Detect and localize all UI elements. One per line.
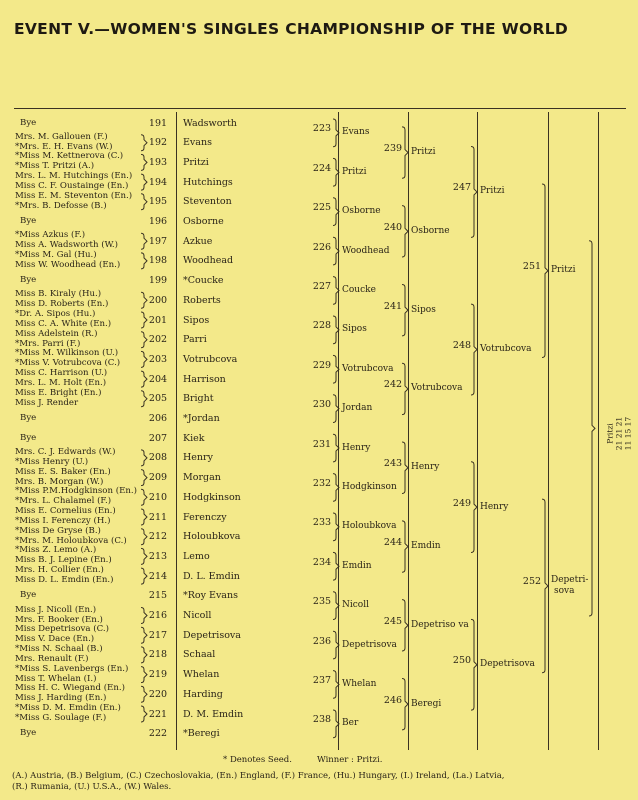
player-name: Mrs. B. Morgan (W.) bbox=[15, 476, 104, 487]
player-name: Miss W. Woodhead (En.) bbox=[15, 259, 121, 270]
player-name: *Mrs. Parri (F.) bbox=[15, 338, 81, 349]
player-name: Miss J. Harding (En.) bbox=[15, 693, 107, 704]
match-number: 207 bbox=[148, 432, 168, 444]
seed-note: * Denotes Seed. bbox=[223, 755, 292, 765]
player-name: *Miss M. Kettnerova (C.) bbox=[15, 151, 124, 162]
match-number: 192 bbox=[148, 137, 168, 149]
final-winner: Pritzi bbox=[605, 423, 615, 445]
match-winner: Pritzi bbox=[480, 186, 505, 197]
player-name: Miss E. M. Steventon (En.) bbox=[15, 190, 133, 201]
match-number: 231 bbox=[312, 438, 332, 450]
match-winner: Evans bbox=[342, 127, 370, 138]
match-winner: *Coucke bbox=[183, 275, 224, 287]
bye-label: Bye bbox=[20, 728, 37, 739]
match-number: 230 bbox=[312, 399, 332, 411]
bye-label: Bye bbox=[20, 216, 37, 226]
match-number: 249 bbox=[452, 497, 472, 509]
player-name: *Miss M. Wilkinson (U.) bbox=[15, 348, 119, 359]
match-number: 235 bbox=[312, 596, 332, 608]
match-winner: Evans bbox=[183, 137, 212, 149]
player-name: Miss T. Whelan (I.) bbox=[15, 673, 97, 684]
match-number: 251 bbox=[522, 261, 542, 273]
player-name: Miss E. Cornelius (En.) bbox=[15, 506, 116, 516]
match-winner: Roberts bbox=[183, 294, 221, 306]
player-name: *Miss I. Ferenczy (H.) bbox=[15, 516, 111, 526]
player-name: *Miss S. Lavenbergs (En.) bbox=[15, 663, 129, 674]
match-winner: Woodhead bbox=[342, 245, 390, 256]
match-number: 195 bbox=[148, 196, 168, 208]
match-number: 237 bbox=[312, 674, 332, 686]
match-winner: Votrubcova bbox=[480, 344, 532, 355]
bye-label: Bye bbox=[20, 590, 37, 601]
match-winner: Sipos bbox=[342, 324, 367, 335]
match-number: 218 bbox=[148, 649, 168, 661]
bye-label: Bye bbox=[20, 117, 37, 128]
match-winner: Depetrisova bbox=[342, 639, 397, 650]
bye-label: Bye bbox=[20, 432, 37, 443]
match-winner: D. L. Emdin bbox=[183, 570, 240, 582]
match-winner: Bright bbox=[183, 393, 214, 405]
match-number: 225 bbox=[312, 202, 332, 214]
match-winner: Osborne bbox=[183, 216, 224, 227]
winner-note: Winner : Pritzi. bbox=[317, 755, 383, 765]
match-number: 232 bbox=[312, 477, 332, 489]
match-winner: D. M. Emdin bbox=[183, 708, 244, 720]
final-score: 21 21 21 bbox=[614, 417, 624, 451]
match-winner: Jordan bbox=[342, 403, 373, 414]
match-number: 193 bbox=[148, 156, 168, 168]
match-number: 228 bbox=[312, 320, 332, 332]
player-name: *Miss N. Schaal (B.) bbox=[15, 643, 103, 654]
match-winner: Steventon bbox=[183, 196, 232, 208]
player-name: Miss B. Kiraly (Hu.) bbox=[15, 289, 102, 300]
player-name: Miss J. Render bbox=[15, 397, 79, 408]
player-name: *Miss V. Votrubcova (C.) bbox=[15, 358, 121, 369]
match-winner: Holoubkova bbox=[183, 531, 241, 543]
match-number: 245 bbox=[383, 615, 403, 627]
match-winner: Votrubcova bbox=[411, 383, 463, 394]
player-name: *Miss M. Gal (Hu.) bbox=[15, 249, 97, 260]
match-winner: Osborne bbox=[342, 206, 381, 217]
match-number: 238 bbox=[312, 714, 332, 726]
match-number: 250 bbox=[452, 655, 472, 667]
match-winner: Woodhead bbox=[183, 255, 234, 267]
match-winner: Votrubcova bbox=[342, 363, 394, 374]
match-winner: *Roy Evans bbox=[183, 590, 238, 602]
match-number: 222 bbox=[148, 728, 168, 740]
match-number: 242 bbox=[383, 379, 403, 391]
match-winner: Sipos bbox=[183, 314, 210, 326]
player-name: Mrs. L. M. Hutchings (En.) bbox=[15, 171, 133, 182]
match-number: 208 bbox=[148, 452, 168, 464]
match-winner: Parri bbox=[183, 334, 207, 346]
match-number: 213 bbox=[148, 550, 168, 562]
match-winner: sova bbox=[554, 586, 575, 597]
match-number: 224 bbox=[312, 162, 332, 174]
match-winner: Pritzi bbox=[342, 166, 367, 177]
match-winner: Henry bbox=[480, 501, 509, 512]
match-number: 205 bbox=[148, 393, 168, 405]
player-name: Miss B. J. Lepine (En.) bbox=[15, 555, 112, 566]
match-winner: Depetrisova bbox=[480, 659, 535, 670]
match-winner: Wadsworth bbox=[183, 117, 237, 129]
player-name: *Miss T. Pritzi (A.) bbox=[15, 161, 95, 172]
match-winner: Henry bbox=[183, 452, 213, 464]
match-number: 241 bbox=[383, 300, 403, 312]
match-number: 217 bbox=[148, 629, 168, 641]
match-winner: Depetrisova bbox=[183, 629, 241, 641]
player-name: Miss C. A. White (En.) bbox=[15, 319, 112, 329]
player-name: *Dr. A. Sipos (Hu.) bbox=[15, 309, 96, 319]
match-winner: Morgan bbox=[183, 472, 221, 484]
match-number: 209 bbox=[148, 472, 168, 484]
event-title: EVENT V.—WOMEN'S SINGLES CHAMPIONSHIP OF THE WORLD bbox=[14, 20, 569, 38]
match-winner: Sipos bbox=[411, 304, 436, 315]
match-number: 229 bbox=[312, 359, 332, 371]
match-number: 233 bbox=[312, 517, 332, 529]
player-name: Miss E. Bright (En.) bbox=[15, 387, 102, 398]
match-winner: Harrison bbox=[183, 373, 226, 385]
match-winner: Harding bbox=[183, 688, 223, 700]
player-name: *Mrs. E. H. Evans (W.) bbox=[15, 141, 113, 152]
match-number: 214 bbox=[148, 570, 168, 582]
match-number: 246 bbox=[383, 694, 403, 706]
match-winner: Hutchings bbox=[183, 176, 233, 188]
match-number: 226 bbox=[312, 241, 332, 253]
match-number: 248 bbox=[452, 340, 472, 352]
match-winner: Emdin bbox=[342, 560, 372, 571]
final-brace bbox=[589, 241, 595, 616]
match-number: 215 bbox=[148, 590, 168, 602]
match-winner: Ferenczy bbox=[183, 511, 227, 523]
player-name: Mrs. C. J. Edwards (W.) bbox=[15, 446, 116, 457]
match-number: 243 bbox=[383, 458, 403, 470]
player-name: Miss A. Wadsworth (W.) bbox=[15, 240, 119, 251]
player-name: *Miss Azkus (F.) bbox=[15, 230, 86, 241]
match-number: 239 bbox=[383, 143, 403, 155]
match-number: 198 bbox=[148, 255, 168, 267]
match-number: 210 bbox=[148, 491, 168, 503]
match-number: 240 bbox=[383, 221, 403, 233]
match-winner: *Beregi bbox=[183, 728, 220, 740]
player-name: *Miss Z. Lemo (A.) bbox=[15, 545, 97, 556]
match-winner: Depetri- bbox=[551, 575, 589, 586]
player-name: *Miss G. Soulage (F.) bbox=[15, 713, 107, 723]
match-winner: *Jordan bbox=[183, 413, 220, 424]
match-winner: Henry bbox=[342, 442, 371, 453]
player-name: Miss C. Harrison (U.) bbox=[15, 368, 108, 379]
player-name: Mrs. M. Gallouen (F.) bbox=[15, 131, 108, 142]
player-name: Miss H. C. Wiegand (En.) bbox=[15, 683, 125, 694]
player-name: *Miss De Gryse (B.) bbox=[15, 525, 101, 536]
match-winner: Lemo bbox=[183, 550, 210, 562]
bye-label: Bye bbox=[20, 275, 37, 286]
match-number: 194 bbox=[148, 176, 168, 188]
match-winner: Hodgkinson bbox=[183, 491, 241, 503]
match-winner: Schaal bbox=[183, 649, 216, 661]
match-winner: Ber bbox=[342, 718, 359, 729]
match-number: 220 bbox=[148, 688, 168, 700]
player-name: Mrs. F. Booker (En.) bbox=[15, 614, 103, 625]
match-number: 247 bbox=[452, 182, 472, 194]
match-winner: Pritzi bbox=[411, 147, 436, 158]
country-legend-line-2: (R.) Rumania, (U.) U.S.A., (W.) Wales. bbox=[12, 782, 172, 792]
player-name: Miss Depetrisova (C.) bbox=[15, 624, 109, 635]
player-name: Miss V. Dace (En.) bbox=[15, 634, 95, 645]
bye-label: Bye bbox=[20, 413, 37, 423]
player-name: *Miss D. M. Emdin (En.) bbox=[15, 703, 121, 713]
match-number: 197 bbox=[148, 235, 168, 247]
match-number: 201 bbox=[148, 314, 168, 326]
player-name: Mrs. Renault (F.) bbox=[15, 653, 89, 664]
match-winner: Henry bbox=[411, 462, 440, 473]
match-number: 216 bbox=[148, 610, 168, 621]
match-number: 199 bbox=[148, 275, 168, 287]
match-number: 191 bbox=[148, 117, 168, 129]
match-winner: Beregi bbox=[411, 698, 442, 709]
match-number: 203 bbox=[148, 353, 168, 365]
player-name: Miss C. F. Oustainge (En.) bbox=[15, 181, 129, 192]
player-name: Miss E. S. Baker (En.) bbox=[15, 466, 111, 477]
player-name: *Miss P.M.Hodgkinson (En.) bbox=[15, 486, 137, 497]
match-number: 196 bbox=[148, 216, 168, 227]
match-number: 223 bbox=[312, 123, 332, 135]
match-number: 221 bbox=[148, 708, 168, 720]
match-winner: Votrubcova bbox=[183, 353, 238, 365]
match-winner: Nicoll bbox=[342, 600, 369, 611]
match-number: 204 bbox=[148, 373, 168, 385]
player-name: *Mrs. M. Holoubkova (C.) bbox=[15, 535, 127, 546]
match-winner: Nicoll bbox=[183, 610, 212, 621]
match-winner: Pritzi bbox=[551, 265, 576, 276]
player-name: *Miss Henry (U.) bbox=[15, 456, 89, 467]
player-name: Miss J. Nicoll (En.) bbox=[15, 604, 97, 615]
match-winner: Depetriso va bbox=[411, 619, 469, 630]
match-number: 206 bbox=[148, 413, 168, 424]
match-number: 252 bbox=[522, 576, 542, 588]
country-legend-line-1: (A.) Austria, (B.) Belgium, (C.) Czechoslovakia, (En.) England, (F.) France, (Hu.) Hungary, (I.) Ireland, (La.) Latvia, bbox=[12, 771, 505, 781]
player-name: Miss Adelstein (R.) bbox=[15, 328, 98, 339]
player-name: Mrs. H. Collier (En.) bbox=[15, 565, 104, 576]
match-number: 202 bbox=[148, 334, 168, 346]
match-number: 236 bbox=[312, 635, 332, 647]
player-name: Miss D. L. Emdin (En.) bbox=[15, 575, 114, 586]
match-winner: Kiek bbox=[183, 432, 205, 444]
match-winner: Azkue bbox=[183, 235, 213, 247]
player-name: Miss D. Roberts (En.) bbox=[15, 299, 109, 310]
final-score: 11 15 17 bbox=[623, 417, 633, 451]
match-winner: Emdin bbox=[411, 541, 441, 552]
match-number: 219 bbox=[148, 669, 168, 681]
match-winner: Whelan bbox=[183, 669, 220, 681]
match-winner: Holoubkova bbox=[342, 521, 397, 532]
match-winner: Pritzi bbox=[183, 156, 209, 168]
match-winner: Whelan bbox=[342, 678, 377, 689]
match-number: 212 bbox=[148, 531, 168, 543]
match-number: 227 bbox=[312, 280, 332, 292]
player-name: Mrs. L. M. Holt (En.) bbox=[15, 378, 107, 389]
match-winner: Osborne bbox=[411, 225, 450, 236]
match-number: 244 bbox=[383, 537, 403, 549]
final-result bbox=[604, 398, 634, 458]
match-number: 211 bbox=[148, 511, 168, 523]
match-winner: Hodgkinson bbox=[342, 481, 397, 492]
player-name: *Mrs. L. Chalamel (F.) bbox=[15, 496, 112, 507]
player-name: *Mrs. B. Defosse (B.) bbox=[15, 200, 107, 211]
match-number: 200 bbox=[148, 294, 168, 306]
match-number: 234 bbox=[312, 556, 332, 568]
match-winner: Coucke bbox=[342, 284, 376, 295]
